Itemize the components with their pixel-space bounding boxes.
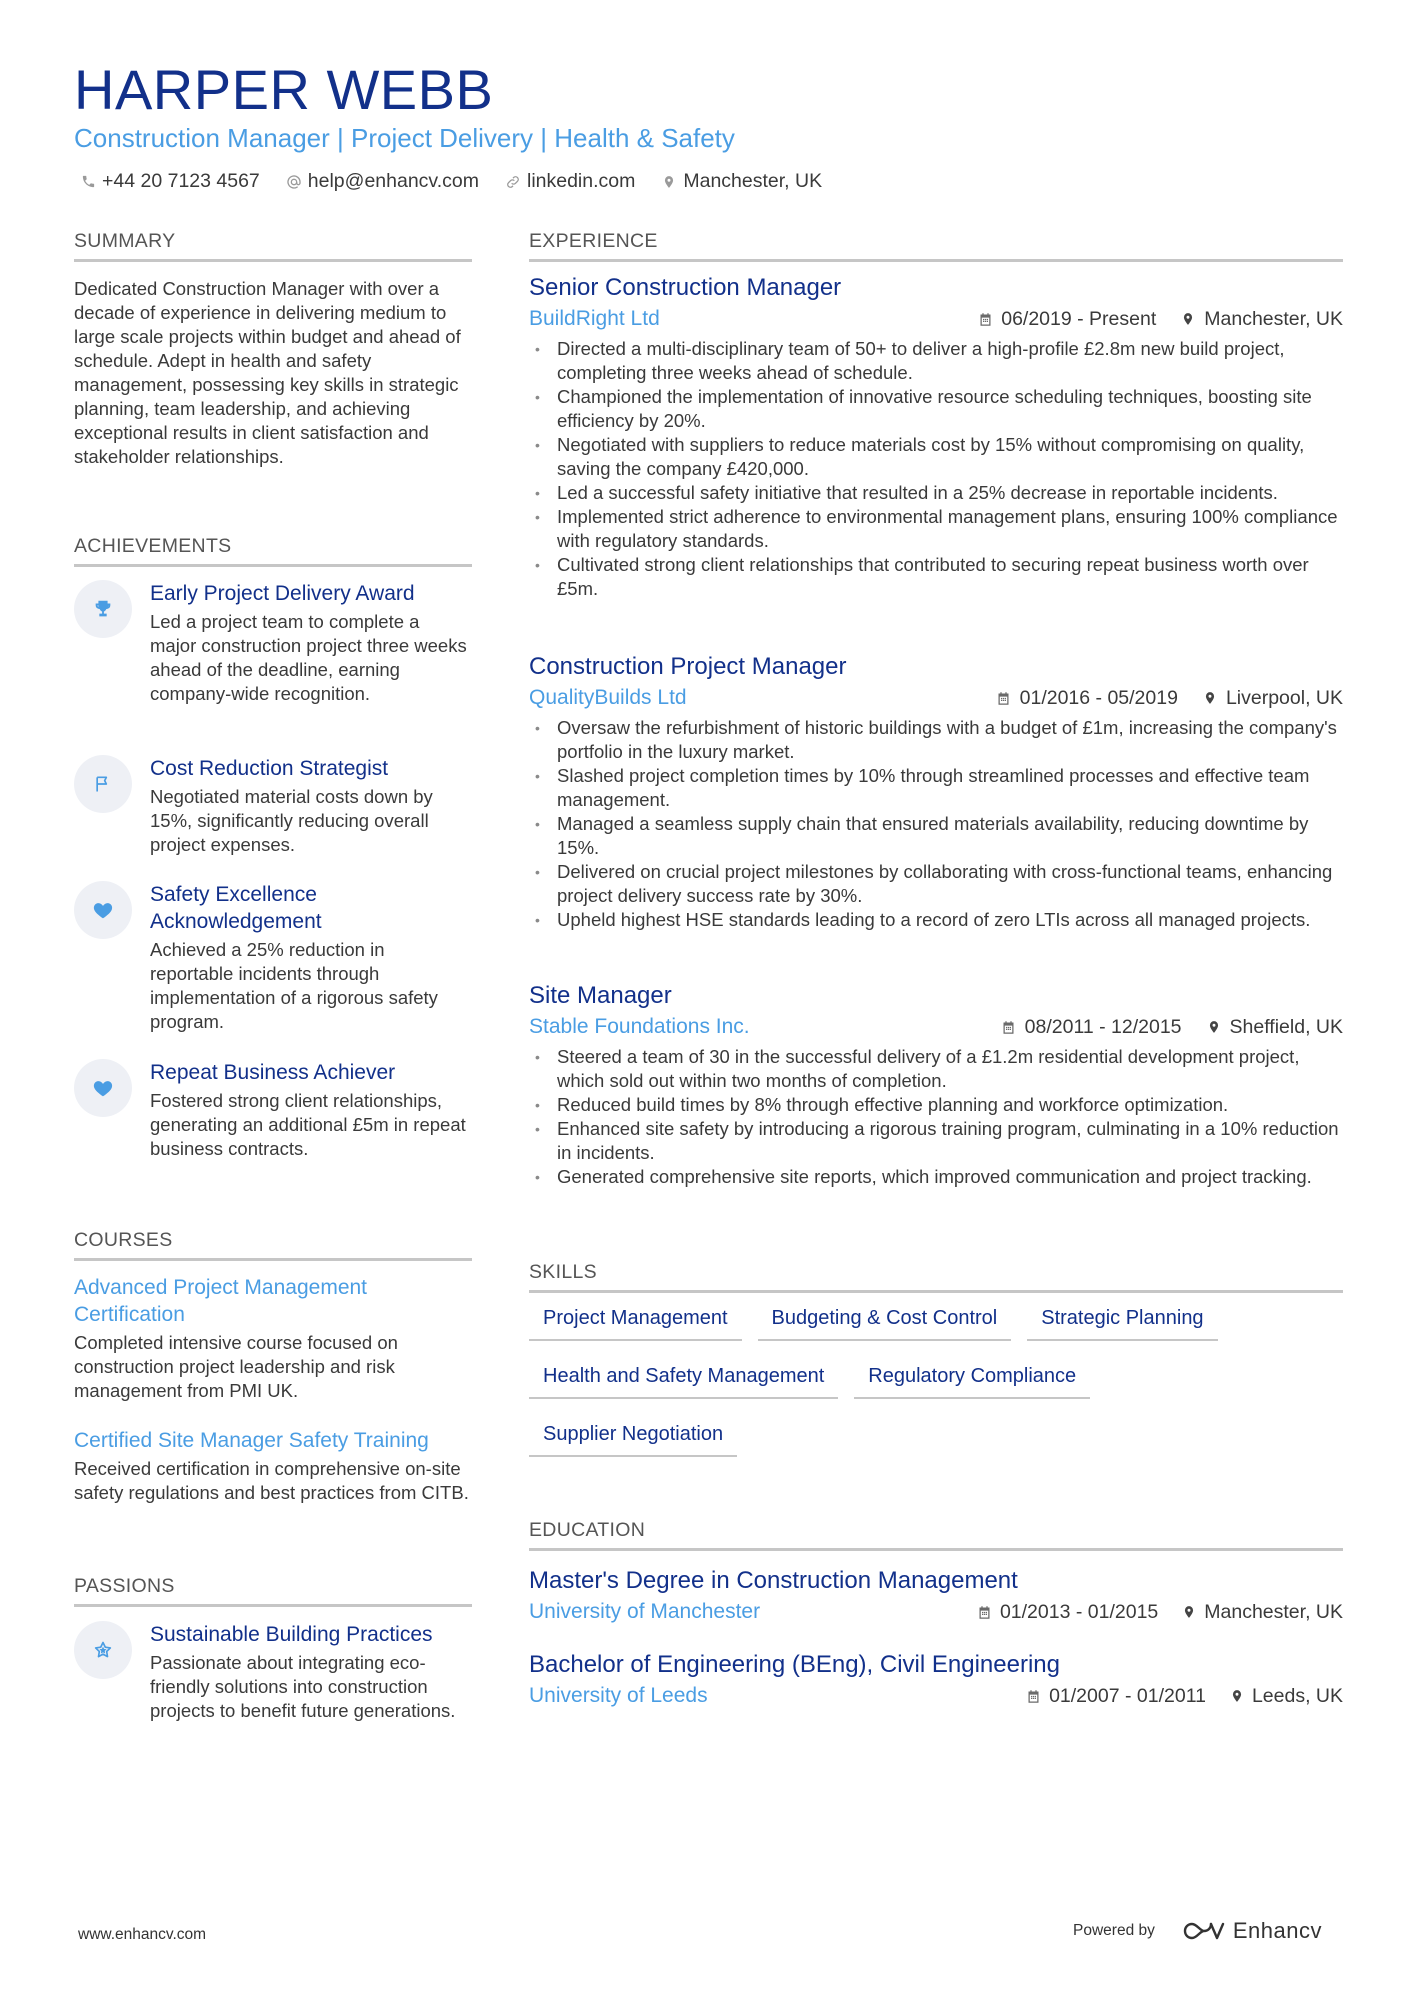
contact-location — [661, 170, 822, 193]
heart-icon — [74, 881, 132, 939]
trophy-icon — [74, 580, 132, 638]
calendar-icon — [996, 690, 1012, 706]
job-bullet: • Implemented strict adherence to environmental management plans, ensuring 100% compliance with regulatory standards. — [529, 505, 1343, 553]
job-dates: 06/2019 - Present — [977, 308, 1156, 331]
job-bullet: • Upheld highest HSE standards leading to a record of zero LTIs across all managed projects. — [529, 908, 1343, 932]
education-school[interactable]: University of Manchester — [529, 1600, 761, 1623]
job-bullet: • Generated comprehensive site reports, which improved communication and project tracking. — [529, 1165, 1343, 1189]
job-role: Senior Construction Manager — [529, 274, 842, 301]
job-bullet: • Delivered on crucial project milestones by collaborating with cross-functional teams, enhancing project delivery success rate by 30%. — [529, 860, 1343, 908]
course-item — [74, 1427, 472, 1505]
job-bullet: • Steered a team of 30 in the successful delivery of a £1.2m residential development project, which sold out within two months of completion. — [529, 1045, 1343, 1093]
contact-linkedin-text: linkedin.com — [526, 170, 636, 192]
education-degree: Master's Degree in Construction Management — [529, 1567, 1018, 1594]
job-entry — [529, 981, 1343, 1189]
skill-tag: Project Management — [529, 1305, 742, 1341]
achievement-desc: Led a project team to complete a major construction project three weeks ahead of the deadline, earning company-wide recognition. — [150, 611, 467, 704]
education-location: Manchester, UK — [1182, 1601, 1343, 1624]
achievement-desc: Fostered strong client relationships, generating an additional £5m in repeat business contracts. — [150, 1090, 466, 1159]
enhancv-logo[interactable] — [1181, 1918, 1322, 1944]
job-bullet: • Led a successful safety initiative that resulted in a 25% decrease in reportable incidents. — [529, 481, 1343, 505]
contact-linkedin[interactable] — [505, 170, 635, 193]
job-bullet: • Championed the implementation of innovative resource scheduling techniques, boosting site efficiency by 20%. — [529, 385, 1343, 433]
contact-bar — [80, 170, 848, 193]
job-bullets — [529, 716, 1343, 932]
job-bullet: • Directed a multi-disciplinary team of 50+ to deliver a high-profile £2.8m new build project, completing three weeks ahead of schedule. — [529, 337, 1343, 385]
skill-tag: Supplier Negotiation — [529, 1421, 737, 1457]
skills-list — [529, 1305, 1349, 1479]
location-pin-icon — [1180, 311, 1196, 327]
passion-title: Sustainable Building Practices — [150, 1623, 433, 1646]
location-pin-icon — [1202, 690, 1218, 706]
contact-phone[interactable] — [80, 170, 260, 193]
education-school[interactable]: University of Leeds — [529, 1684, 708, 1707]
course-title[interactable]: Certified Site Manager Safety Training — [74, 1429, 429, 1452]
calendar-icon — [1001, 1019, 1017, 1035]
courses-heading: COURSES — [74, 1229, 472, 1261]
job-bullet: • Oversaw the refurbishment of historic buildings with a budget of £1m, increasing the company's portfolio in the luxury market. — [529, 716, 1343, 764]
job-dates: 08/2011 - 12/2015 — [1001, 1016, 1182, 1039]
job-bullet: • Managed a seamless supply chain that ensured materials availability, reducing downtime by 15%. — [529, 812, 1343, 860]
candidate-name: HARPER WEBB — [74, 58, 494, 121]
job-location: Manchester, UK — [1180, 308, 1343, 331]
job-dates: 01/2016 - 05/2019 — [996, 687, 1178, 710]
at-icon — [286, 174, 302, 190]
course-desc: Received certification in comprehensive on-site safety regulations and best practices from CITB. — [74, 1458, 469, 1503]
footer-branding — [1073, 1918, 1322, 1944]
education-entry — [529, 1650, 1343, 1708]
course-title[interactable]: Advanced Project Management Certification — [74, 1276, 368, 1326]
job-role: Site Manager — [529, 982, 672, 1009]
job-bullet: • Enhanced site safety by introducing a rigorous training program, culminating in a 10% reduction in incidents. — [529, 1117, 1343, 1165]
job-bullets — [529, 337, 1343, 601]
powered-by-label: Powered by — [1073, 1922, 1155, 1939]
achievement-desc: Negotiated material costs down by 15%, significantly reducing overall project expenses. — [150, 786, 433, 855]
education-heading: EDUCATION — [529, 1519, 1343, 1551]
location-pin-icon — [1230, 1688, 1244, 1704]
star-icon — [74, 1621, 132, 1679]
phone-icon — [80, 174, 96, 190]
skill-tag: Regulatory Compliance — [854, 1363, 1090, 1399]
achievement-title: Safety Excellence Acknowledgement — [150, 883, 322, 933]
job-location: Liverpool, UK — [1202, 687, 1343, 710]
contact-location-text: Manchester, UK — [683, 170, 823, 192]
location-pin-icon — [1182, 1604, 1196, 1620]
job-company[interactable]: QualityBuilds Ltd — [529, 686, 687, 709]
flag-icon — [74, 755, 132, 813]
passions-heading: PASSIONS — [74, 1575, 472, 1607]
job-company[interactable]: BuildRight Ltd — [529, 307, 660, 330]
education-dates: 01/2007 - 01/2011 — [1026, 1685, 1206, 1708]
achievements-heading: ACHIEVEMENTS — [74, 535, 472, 567]
achievement-title: Early Project Delivery Award — [150, 582, 415, 605]
job-bullet: • Negotiated with suppliers to reduce materials cost by 15% without compromising on quality, saving the company £420,000. — [529, 433, 1343, 481]
job-role: Construction Project Manager — [529, 653, 847, 680]
location-pin-icon — [661, 174, 677, 190]
passion-desc: Passionate about integrating eco-friendly solutions into construction projects to benefit future generations. — [150, 1652, 456, 1721]
achievement-title: Repeat Business Achiever — [150, 1061, 396, 1084]
job-bullet: • Reduced build times by 8% through effective planning and workforce optimization. — [529, 1093, 1343, 1117]
contact-phone-text: +44 20 7123 4567 — [102, 170, 260, 192]
skills-heading: SKILLS — [529, 1261, 1343, 1293]
experience-heading: EXPERIENCE — [529, 230, 1343, 262]
job-location: Sheffield, UK — [1206, 1016, 1343, 1039]
education-degree: Bachelor of Engineering (BEng), Civil Engineering — [529, 1651, 1060, 1678]
job-entry — [529, 652, 1343, 932]
course-item — [74, 1274, 472, 1403]
calendar-icon — [977, 1605, 992, 1620]
headline: Construction Manager | Project Delivery | Health & Safety — [74, 123, 735, 153]
location-pin-icon — [1206, 1019, 1222, 1035]
calendar-icon — [977, 311, 993, 327]
job-bullets — [529, 1045, 1343, 1189]
job-company[interactable]: Stable Foundations Inc. — [529, 1015, 750, 1038]
contact-email-text: help@enhancv.com — [307, 170, 479, 192]
brand-name: Enhancv — [1232, 1918, 1322, 1943]
link-icon — [505, 174, 521, 190]
achievement-title: Cost Reduction Strategist — [150, 757, 389, 780]
skill-tag: Budgeting & Cost Control — [758, 1305, 1012, 1341]
course-desc: Completed intensive course focused on construction project leadership and risk management from PMI UK. — [74, 1332, 398, 1401]
summary-heading: SUMMARY — [74, 230, 472, 262]
infinity-logo-icon — [1181, 1919, 1227, 1943]
summary-text: Dedicated Construction Manager with over a decade of experience in delivering medium to large scale projects within budget and ahead of schedule. Adept in health and safety management, possessing key skills in strategic planning, team leadership, and achieving exceptional results in client satisfaction and stakeholder relationships. — [74, 278, 461, 467]
achievement-desc: Achieved a 25% reduction in reportable incidents through implementation of a rigorous safety program. — [150, 939, 438, 1032]
education-entry — [529, 1566, 1343, 1624]
education-location: Leeds, UK — [1230, 1685, 1343, 1708]
job-bullet: • Slashed project completion times by 10% through streamlined processes and effective team management. — [529, 764, 1343, 812]
skill-tag: Health and Safety Management — [529, 1363, 838, 1399]
contact-email[interactable] — [286, 170, 479, 193]
calendar-icon — [1026, 1689, 1041, 1704]
job-bullet: • Cultivated strong client relationships that contributed to securing repeat business worth over £5m. — [529, 553, 1343, 601]
heart-icon — [74, 1059, 132, 1117]
job-entry — [529, 273, 1343, 601]
education-dates: 01/2013 - 01/2015 — [977, 1601, 1158, 1624]
footer-website[interactable]: www.enhancv.com — [78, 1926, 207, 1943]
skill-tag: Strategic Planning — [1027, 1305, 1217, 1341]
